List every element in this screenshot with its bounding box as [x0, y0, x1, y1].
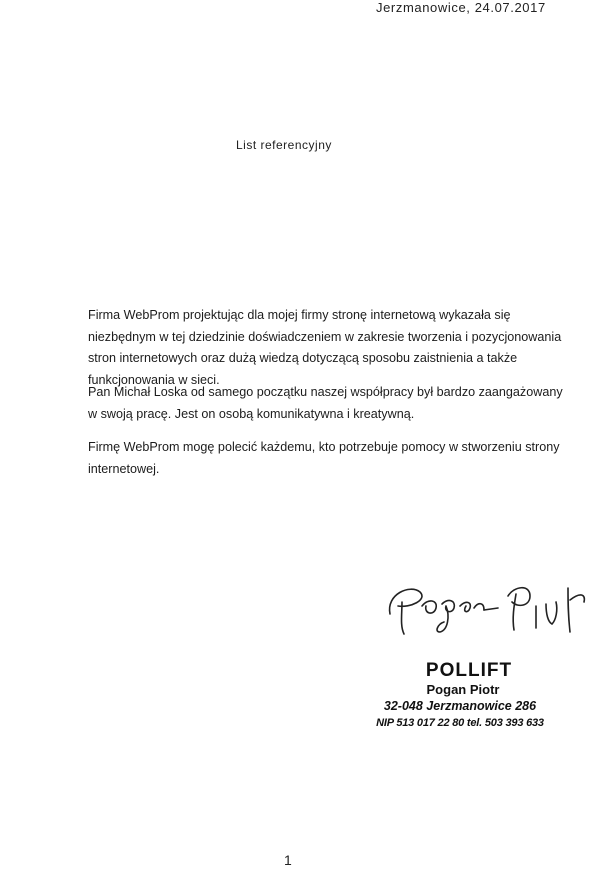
document-title: List referencyjny	[236, 138, 332, 152]
letter-paragraph: Firma WebProm projektując dla mojej firmy stronę internetową wykazała się niezbędnym w tej dziedzinie doświadczeniem w zakresie tworzenia i pozycjonowania stron internetowych oraz dużą wiedzą dotyczącą sposobu zaistnienia a także funkcjonowania w sieci.	[88, 308, 562, 387]
place-and-date: Jerzmanowice, 24.07.2017	[376, 0, 546, 15]
stamp-tax-and-phone: NIP 513 017 22 80 tel. 503 393 633	[376, 717, 544, 729]
stamp-owner-name: Pogan Piotr	[426, 682, 500, 697]
handwritten-signature	[380, 574, 600, 644]
stamp-address: 32-048 Jerzmanowice 286	[383, 699, 537, 713]
stamp-company-name: POLLIFT	[425, 660, 513, 681]
letter-paragraph: Firmę WebProm mogę polecić każdemu, kto potrzebuje pomocy w stworzeniu strony internetowej.	[88, 440, 560, 476]
page-number: 1	[284, 852, 292, 868]
company-stamp	[360, 660, 560, 732]
letter-paragraph: Pan Michał Loska od samego początku naszej współpracy był bardzo zaangażowany w swoją pracę. Jest on osobą komunikatywna i kreatywną.	[88, 385, 563, 421]
